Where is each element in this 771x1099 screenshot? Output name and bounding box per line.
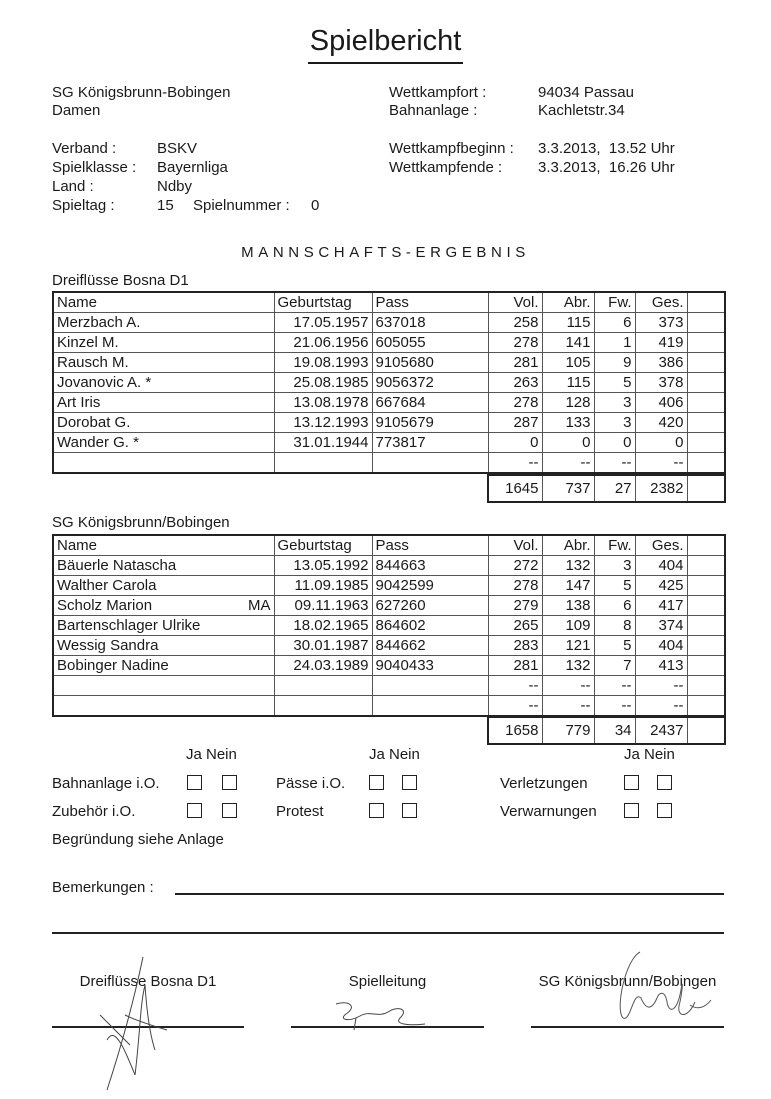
wettkampfende-label: Wettkampfende : (389, 159, 503, 176)
player-extra (687, 636, 725, 656)
total-extra (687, 475, 725, 502)
player-vol: 0 (488, 433, 542, 453)
total-vol: 1658 (488, 717, 542, 744)
player-name: Walther Carola (57, 577, 157, 594)
player-ges: 419 (635, 333, 687, 353)
table-row (53, 616, 725, 636)
remarks-line-2[interactable] (52, 932, 724, 934)
player-extra (687, 433, 725, 453)
wettkampfbeginn-value: 3.3.2013, 13.52 Uhr (538, 140, 675, 157)
player-birth: 25.08.1985 (274, 373, 372, 393)
player-pass: 9056372 (372, 373, 488, 393)
player-fw: 9 (594, 353, 635, 373)
table-row (53, 333, 725, 353)
col-extra (687, 292, 725, 313)
player-abr: -- (542, 696, 594, 717)
player-name-cell (53, 636, 274, 656)
player-ges: 404 (635, 636, 687, 656)
player-name: Jovanovic A. * (53, 373, 274, 393)
signature-label-team1: Dreiflüsse Bosna D1 (79, 973, 217, 990)
signature-scribble-referee (330, 996, 430, 1032)
player-fw: 3 (594, 413, 635, 433)
col-name: Name (53, 535, 274, 556)
player-extra (687, 333, 725, 353)
player-pass: 9040433 (372, 656, 488, 676)
player-fw: -- (594, 453, 635, 474)
table-row (53, 596, 725, 616)
table-row (53, 576, 725, 596)
col-name: Name (53, 292, 274, 313)
player-pass: 9042599 (372, 576, 488, 596)
player-pass: 605055 (372, 333, 488, 353)
player-fw: 0 (594, 433, 635, 453)
player-abr: 115 (542, 373, 594, 393)
category: Damen (52, 102, 101, 119)
remarks-label: Bemerkungen : (52, 879, 154, 896)
player-pass: 864602 (372, 616, 488, 636)
verwarnungen-label: Verwarnungen (500, 803, 597, 820)
player-fw: 3 (594, 393, 635, 413)
table-row (53, 453, 725, 474)
player-extra (687, 696, 725, 717)
col-ges: Ges. (635, 292, 687, 313)
player-extra (687, 413, 725, 433)
player-pass (372, 453, 488, 474)
table-row (53, 636, 725, 656)
team1-totals (487, 474, 726, 503)
player-fw: 5 (594, 576, 635, 596)
player-birth: 24.03.1989 (274, 656, 372, 676)
wettkampfbeginn-label: Wettkampfbeginn : (389, 140, 514, 157)
player-birth (274, 676, 372, 696)
player-pass: 844662 (372, 636, 488, 656)
player-extra (687, 373, 725, 393)
player-name: Wander G. * (53, 433, 274, 453)
player-ges: 386 (635, 353, 687, 373)
player-ges: 373 (635, 313, 687, 333)
player-name-cell (53, 656, 274, 676)
total-abr: 737 (542, 475, 594, 502)
player-birth: 09.11.1963 (274, 596, 372, 616)
player-extra (687, 313, 725, 333)
player-name: Merzbach A. (53, 313, 274, 333)
team1-table (52, 291, 726, 474)
player-vol: -- (488, 453, 542, 474)
player-vol: 281 (488, 353, 542, 373)
total-extra (687, 717, 725, 744)
paesse-io-label: Pässe i.O. (276, 775, 346, 792)
player-pass (372, 696, 488, 717)
verwarnungen-ja-checkbox[interactable] (624, 803, 639, 818)
remarks-line-1[interactable] (175, 893, 724, 895)
total-vol: 1645 (488, 475, 542, 502)
player-tag: MA (248, 597, 271, 614)
player-ges: 425 (635, 576, 687, 596)
wettkampfort-value: 94034 Passau (538, 84, 634, 101)
zubehoer-io-nein-checkbox[interactable] (222, 803, 237, 818)
bahnanlage-io-label: Bahnanlage i.O. (52, 775, 160, 792)
player-ges: -- (635, 453, 687, 474)
player-abr: 132 (542, 656, 594, 676)
player-vol: 281 (488, 656, 542, 676)
player-ges: 0 (635, 433, 687, 453)
player-birth (274, 696, 372, 717)
total-ges: 2437 (635, 717, 687, 744)
signature-label-team2: SG Königsbrunn/Bobingen (538, 973, 717, 990)
team2-name: SG Königsbrunn/Bobingen (52, 514, 230, 531)
spielnummer-value: 0 (311, 197, 320, 214)
player-abr: 147 (542, 576, 594, 596)
home-team-name: SG Königsbrunn-Bobingen (52, 84, 231, 101)
ja-nein-header-3: Ja Nein (624, 746, 675, 763)
player-vol: 263 (488, 373, 542, 393)
player-birth: 11.09.1985 (274, 576, 372, 596)
table-header-row (53, 535, 725, 556)
player-pass: 844663 (372, 556, 488, 576)
player-extra (687, 556, 725, 576)
bahnanlage-label: Bahnanlage : (389, 102, 478, 119)
player-pass: 627260 (372, 596, 488, 616)
player-fw: -- (594, 676, 635, 696)
verletzungen-label: Verletzungen (500, 775, 588, 792)
bahnanlage-io-nein-checkbox[interactable] (222, 775, 237, 790)
player-name: Wessig Sandra (57, 637, 159, 654)
player-birth: 30.01.1987 (274, 636, 372, 656)
player-abr: 105 (542, 353, 594, 373)
col-birth: Geburtstag (274, 535, 372, 556)
player-abr: 133 (542, 413, 594, 433)
player-pass: 9105680 (372, 353, 488, 373)
player-name (53, 453, 274, 474)
player-abr: -- (542, 676, 594, 696)
player-fw: 3 (594, 556, 635, 576)
begruendung-note: Begründung siehe Anlage (52, 831, 224, 848)
col-vol: Vol. (488, 292, 542, 313)
table-row (53, 696, 725, 717)
col-vol: Vol. (488, 535, 542, 556)
player-fw: 5 (594, 636, 635, 656)
player-vol: 258 (488, 313, 542, 333)
player-vol: -- (488, 696, 542, 717)
team1-name: Dreiflüsse Bosna D1 (52, 272, 189, 289)
player-birth: 17.05.1957 (274, 313, 372, 333)
player-extra (687, 676, 725, 696)
total-abr: 779 (542, 717, 594, 744)
player-vol: 272 (488, 556, 542, 576)
player-ges: -- (635, 676, 687, 696)
player-fw: 1 (594, 333, 635, 353)
bahnanlage-io-ja-checkbox[interactable] (187, 775, 202, 790)
player-name-cell (53, 676, 274, 696)
player-name-cell (53, 556, 274, 576)
player-fw: 7 (594, 656, 635, 676)
player-birth: 18.02.1965 (274, 616, 372, 636)
player-name: Rausch M. (53, 353, 274, 373)
col-birth: Geburtstag (274, 292, 372, 313)
player-vol: 278 (488, 576, 542, 596)
player-vol: 278 (488, 333, 542, 353)
player-abr: 115 (542, 313, 594, 333)
player-abr: 132 (542, 556, 594, 576)
player-abr: 128 (542, 393, 594, 413)
player-abr: 109 (542, 616, 594, 636)
team2-table (52, 534, 726, 717)
table-row (53, 656, 725, 676)
player-fw: -- (594, 696, 635, 717)
player-extra (687, 576, 725, 596)
spieltag-label: Spieltag : (52, 197, 115, 214)
player-fw: 6 (594, 313, 635, 333)
table-row (53, 393, 725, 413)
table-row (53, 313, 725, 333)
player-birth: 13.12.1993 (274, 413, 372, 433)
player-name: Kinzel M. (53, 333, 274, 353)
player-name-cell (53, 696, 274, 717)
verwarnungen-nein-checkbox[interactable] (657, 803, 672, 818)
player-abr: 138 (542, 596, 594, 616)
page-title: Spielbericht (0, 24, 771, 64)
total-fw: 34 (594, 717, 635, 744)
col-abr: Abr. (542, 292, 594, 313)
player-abr: 0 (542, 433, 594, 453)
player-birth (274, 453, 372, 474)
col-ges: Ges. (635, 535, 687, 556)
protest-label: Protest (276, 803, 324, 820)
player-vol: -- (488, 676, 542, 696)
player-name-cell (53, 616, 274, 636)
spieltag-value: 15 (157, 197, 174, 214)
total-fw: 27 (594, 475, 635, 502)
team2-totals (487, 716, 726, 745)
verletzungen-nein-checkbox[interactable] (657, 775, 672, 790)
col-fw: Fw. (594, 292, 635, 313)
table-row (53, 373, 725, 393)
player-pass: 637018 (372, 313, 488, 333)
player-name: Art Iris (53, 393, 274, 413)
col-abr: Abr. (542, 535, 594, 556)
table-row (53, 413, 725, 433)
protest-ja-checkbox[interactable] (369, 803, 384, 818)
col-pass: Pass (372, 292, 488, 313)
player-vol: 283 (488, 636, 542, 656)
wettkampfort-label: Wettkampfort : (389, 84, 487, 101)
player-fw: 8 (594, 616, 635, 636)
player-birth: 21.06.1956 (274, 333, 372, 353)
table-row (53, 433, 725, 453)
player-name-cell (53, 576, 274, 596)
player-birth: 19.08.1993 (274, 353, 372, 373)
player-extra (687, 656, 725, 676)
player-vol: 265 (488, 616, 542, 636)
player-vol: 279 (488, 596, 542, 616)
spielklasse-value: Bayernliga (157, 159, 228, 176)
player-ges: 404 (635, 556, 687, 576)
verband-value: BSKV (157, 140, 198, 157)
player-extra (687, 353, 725, 373)
land-value: Ndby (157, 178, 193, 195)
player-ges: 374 (635, 616, 687, 636)
player-pass: 9105679 (372, 413, 488, 433)
zubehoer-io-ja-checkbox[interactable] (187, 803, 202, 818)
verletzungen-ja-checkbox[interactable] (624, 775, 639, 790)
player-name: Dorobat G. (53, 413, 274, 433)
player-birth: 13.08.1978 (274, 393, 372, 413)
signature-scribble-team2 (565, 950, 715, 1030)
table-header-row (53, 292, 725, 313)
player-ges: 413 (635, 656, 687, 676)
protest-nein-checkbox[interactable] (402, 803, 417, 818)
player-birth: 13.05.1992 (274, 556, 372, 576)
col-extra (687, 535, 725, 556)
player-pass (372, 676, 488, 696)
table-row (53, 676, 725, 696)
player-birth: 31.01.1944 (274, 433, 372, 453)
col-pass: Pass (372, 535, 488, 556)
total-ges: 2382 (635, 475, 687, 502)
player-pass: 667684 (372, 393, 488, 413)
player-ges: 406 (635, 393, 687, 413)
player-extra (687, 596, 725, 616)
player-vol: 278 (488, 393, 542, 413)
player-ges: 417 (635, 596, 687, 616)
player-extra (687, 453, 725, 474)
player-pass: 773817 (372, 433, 488, 453)
player-ges: 420 (635, 413, 687, 433)
player-fw: 6 (594, 596, 635, 616)
verband-label: Verband : (52, 140, 117, 157)
paesse-io-nein-checkbox[interactable] (402, 775, 417, 790)
player-vol: 287 (488, 413, 542, 433)
player-abr: 141 (542, 333, 594, 353)
player-ges: 378 (635, 373, 687, 393)
ja-nein-header-2: Ja Nein (369, 746, 420, 763)
table-row (53, 556, 725, 576)
zubehoer-io-label: Zubehör i.O. (52, 803, 136, 820)
section-title: MANNSCHAFTS-ERGEBNIS (241, 244, 530, 261)
player-name: Bäuerle Natascha (57, 557, 177, 574)
spielklasse-label: Spielklasse : (52, 159, 137, 176)
col-fw: Fw. (594, 535, 635, 556)
player-extra (687, 393, 725, 413)
player-extra (687, 616, 725, 636)
player-abr: 121 (542, 636, 594, 656)
bahnanlage-value: Kachletstr.34 (538, 102, 625, 119)
player-ges: -- (635, 696, 687, 717)
player-fw: 5 (594, 373, 635, 393)
spielnummer-label: Spielnummer : (193, 197, 290, 214)
ja-nein-header-1: Ja Nein (186, 746, 237, 763)
player-name-cell (53, 596, 274, 616)
player-name: Bobinger Nadine (57, 657, 169, 674)
signature-scribble-team1 (95, 955, 175, 1095)
player-abr: -- (542, 453, 594, 474)
paesse-io-ja-checkbox[interactable] (369, 775, 384, 790)
wettkampfende-value: 3.3.2013, 16.26 Uhr (538, 159, 675, 176)
signature-label-referee: Spielleitung (348, 973, 427, 990)
table-row (53, 353, 725, 373)
player-name: Scholz Marion (57, 597, 153, 614)
player-name: Bartenschlager Ulrike (57, 617, 201, 634)
land-label: Land : (52, 178, 94, 195)
